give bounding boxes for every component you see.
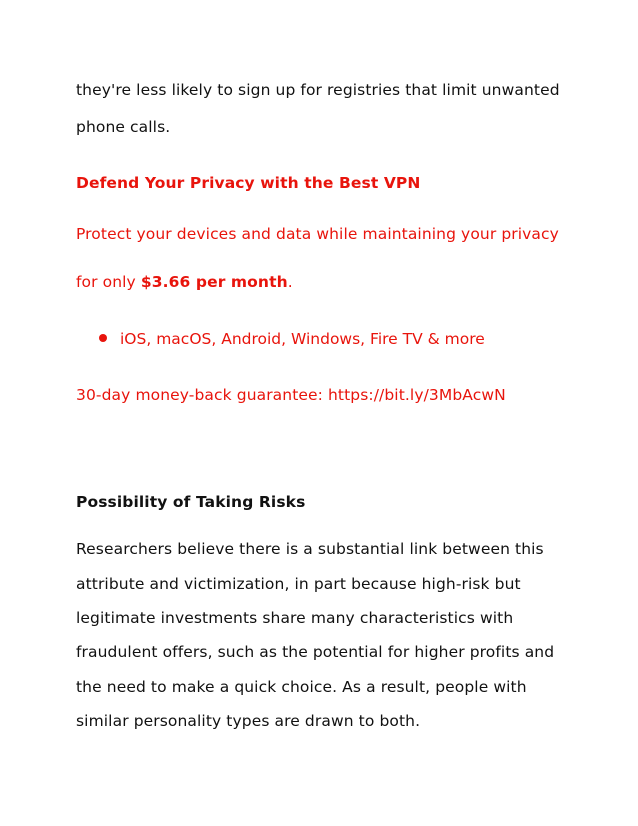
price-highlight: $3.66 per month	[140, 273, 288, 291]
intro-line-1: they're less likely to sign up for registries that limit unwanted	[76, 81, 560, 99]
bullet-dot-icon	[99, 334, 107, 342]
promo-heading: Defend Your Privacy with the Best VPN	[76, 174, 421, 192]
paragraph-line: fraudulent offers, such as the potential for higher profits and	[76, 643, 555, 661]
paragraph-line: Researchers believe there is a substantial link between this	[76, 540, 544, 558]
paragraph-line: the need to make a quick choice. As a result, people with	[76, 678, 527, 696]
platforms-bullet-item	[99, 329, 485, 349]
promo-description-line-2	[76, 272, 293, 292]
promo-description-line-1: Protect your devices and data while maintaining your privacy	[76, 225, 559, 243]
paragraph-line: attribute and victimization, in part because high-risk but	[76, 575, 521, 593]
paragraph-line: similar personality types are drawn to both.	[76, 712, 421, 730]
price-prefix: for only	[76, 273, 141, 291]
platforms-text: iOS, macOS, Android, Windows, Fire TV & more	[120, 330, 485, 348]
intro-line-2: phone calls.	[76, 118, 171, 136]
guarantee-link[interactable]: 30-day money-back guarantee: https://bit.ly/3MbAcwN	[76, 386, 506, 404]
section-heading: Possibility of Taking Risks	[76, 493, 306, 511]
price-suffix: .	[287, 273, 293, 291]
paragraph-line: legitimate investments share many characteristics with	[76, 609, 514, 627]
